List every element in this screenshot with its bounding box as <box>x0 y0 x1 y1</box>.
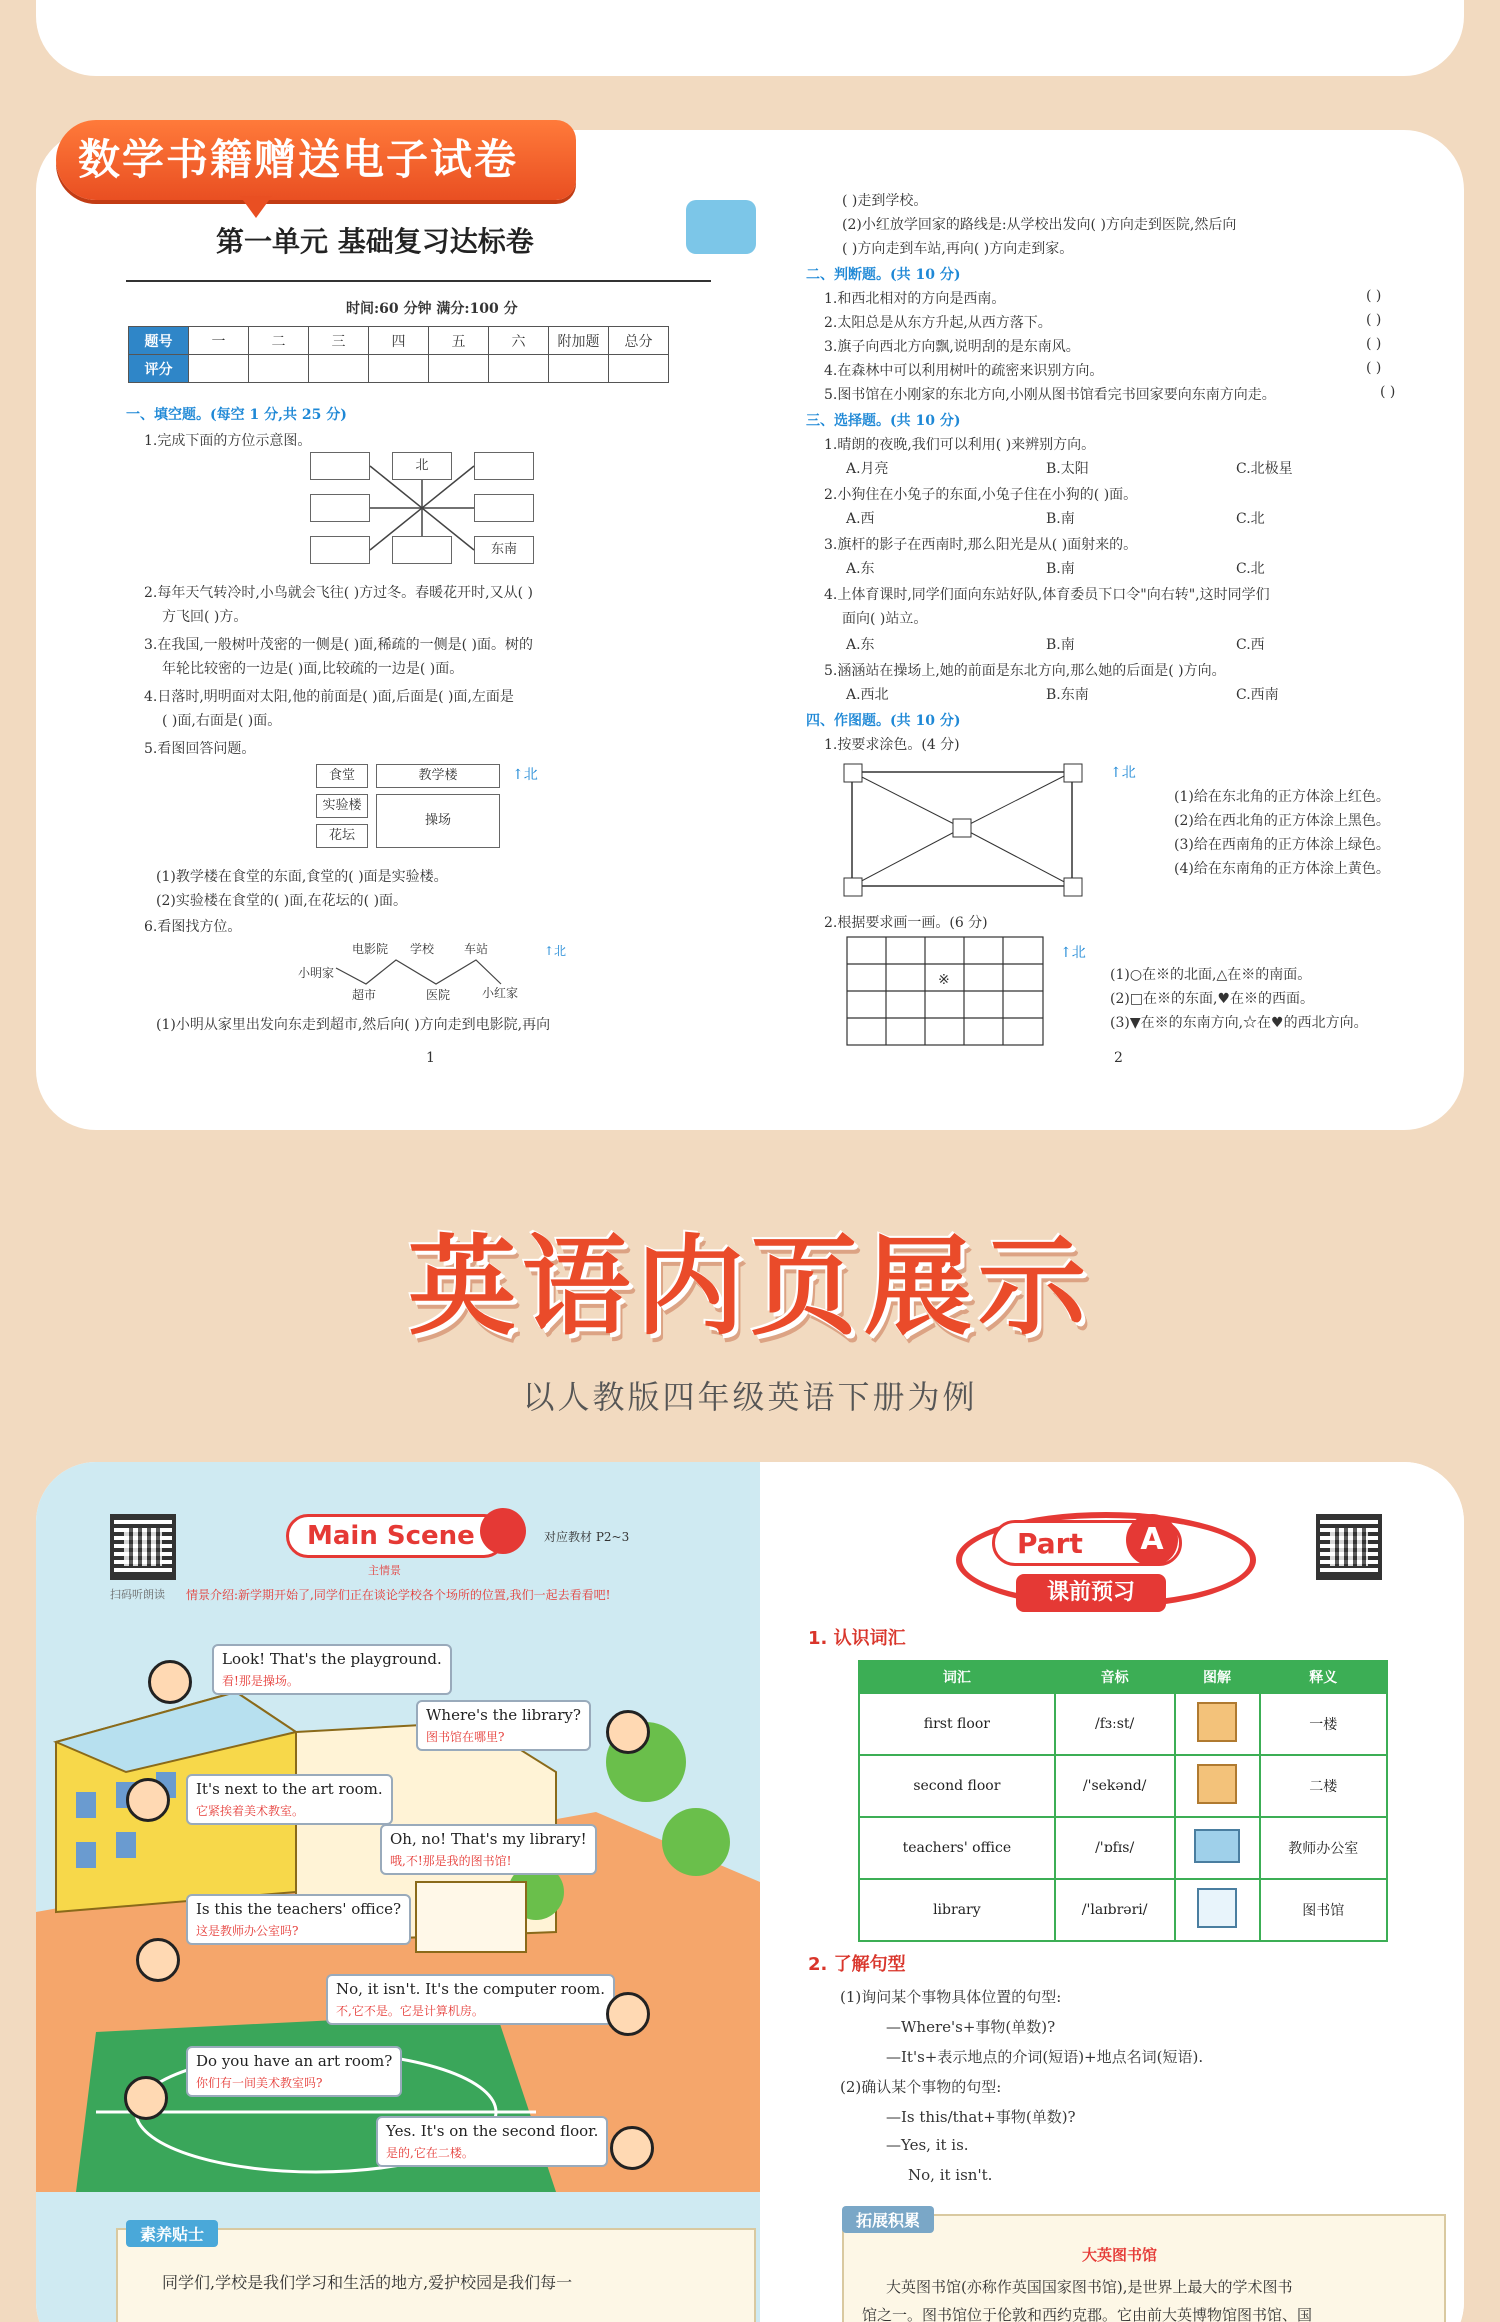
question: 3.在我国,一般树叶茂密的一侧是( )面,稀疏的一侧是( )面。树的 <box>144 637 534 653</box>
pattern-text: —It's+表示地点的介词(短语)+地点名词(短语). <box>886 2048 1204 2066</box>
table-cell: 附加题 <box>549 327 609 355</box>
option: C.西 <box>1236 637 1265 653</box>
option: C.北 <box>1236 511 1265 527</box>
map-box: 花坛 <box>316 824 368 848</box>
vocab-word: first floor <box>859 1693 1055 1755</box>
vocab-meaning: 教师办公室 <box>1260 1817 1387 1879</box>
tip-tag: 素养贴士 <box>126 2220 218 2247</box>
pattern-text: No, it isn't. <box>908 2166 993 2184</box>
north-arrow: ↑北 <box>1110 765 1136 781</box>
english-section-title: 英语内页展示 <box>407 1225 1092 1350</box>
section-heading: 一、填空题。(每空 1 分,共 25 分) <box>126 407 347 423</box>
question: (1)教学楼在食堂的东面,食堂的( )面是实验楼。 <box>156 869 448 885</box>
building-icon <box>1175 1755 1260 1817</box>
math-page-right <box>806 190 1446 1080</box>
option: A.西北 <box>846 687 889 703</box>
table-row <box>859 1879 1387 1941</box>
extension-text: 馆之一。图书馆位于伦敦和西约克郡。它由前大英博物馆图书馆、国 <box>862 2306 1313 2322</box>
section-heading: 1. 认识词汇 <box>808 1628 906 1649</box>
math-page-left <box>126 220 746 1080</box>
instruction: (1)给在东北角的正方体涂上红色。 <box>1174 789 1390 805</box>
exam-meta: 时间:60 分钟 满分:100 分 <box>346 301 518 317</box>
table-cell: 总分 <box>609 327 669 355</box>
table-cell: 三 <box>309 327 369 355</box>
vocab-ipa: /fɜːst/ <box>1055 1693 1175 1755</box>
pattern-text: —Yes, it is. <box>886 2136 969 2154</box>
question: (1)小明从家里出发向东走到超市,然后向( )方向走到电影院,再向 <box>156 1017 551 1033</box>
student-avatar <box>148 1660 192 1704</box>
dialogue-bubble: Oh, no! That's my library! 哦,不!那是我的图书馆! <box>380 1824 597 1875</box>
tip-text: 同学们,学校是我们学习和生活的地方,爱护校园是我们每一 <box>162 2273 573 2292</box>
section-heading: 二、判断题。(共 10 分) <box>806 267 961 283</box>
map-place: 小红家 <box>482 986 519 1000</box>
instruction: (3)给在西南角的正方体涂上绿色。 <box>1174 837 1390 853</box>
answer-paren: ( ) <box>1366 360 1382 376</box>
score-table <box>128 326 669 383</box>
option: A.东 <box>846 561 875 577</box>
north-arrow: ↑北 <box>1060 945 1086 961</box>
question: ( )方向走到车站,再向( )方向走到家。 <box>842 241 1074 257</box>
extension-tag: 拓展积累 <box>842 2206 934 2233</box>
pattern-text: (1)询问某个事物具体位置的句型: <box>840 1988 1062 2006</box>
student-avatar <box>606 1710 650 1754</box>
map-box: 实验楼 <box>316 794 368 818</box>
north-arrow: ↑北 <box>544 944 567 958</box>
map-box: 教学楼 <box>376 764 500 788</box>
question: 2.小狗住在小兔子的东面,小兔子住在小狗的( )面。 <box>824 487 1138 503</box>
vocab-word: second floor <box>859 1755 1055 1817</box>
vocab-word: library <box>859 1879 1055 1941</box>
badge-dot <box>480 1508 526 1554</box>
answer-paren: ( ) <box>1366 312 1382 328</box>
question: (2)小红放学回家的路线是:从学校出发向( )方向走到医院,然后向 <box>842 217 1237 233</box>
vocab-meaning: 二楼 <box>1260 1755 1387 1817</box>
table-header: 音标 <box>1055 1661 1175 1693</box>
math-preview-card <box>36 130 1464 1130</box>
vocab-ipa: /'laɪbrəri/ <box>1055 1879 1175 1941</box>
question: 6.看图找方位。 <box>144 919 242 935</box>
main-scene-label: Main Scene <box>307 1521 475 1551</box>
part-label: Part <box>1017 1527 1083 1560</box>
option: C.西南 <box>1236 687 1279 703</box>
answer-paren: ( ) <box>1380 384 1396 400</box>
vocab-word: teachers' office <box>859 1817 1055 1879</box>
ribbon-tail <box>240 196 272 218</box>
english-section-subtitle: 以人教版四年级英语下册为例 <box>522 1378 978 1416</box>
question: 1.和西北相对的方向是西南。 <box>824 291 1006 307</box>
dialogue-bubble: No, it isn't. It's the computer room. 不,它不是。它是计算机房。 <box>326 1974 615 2025</box>
vocab-ipa: /'sekənd/ <box>1055 1755 1175 1817</box>
answer-paren: ( ) <box>1366 288 1382 304</box>
table-row <box>859 1755 1387 1817</box>
pattern-text: (2)确认某个事物的句型: <box>840 2078 1002 2096</box>
question: ( )走到学校。 <box>842 193 928 209</box>
question: 2.太阳总是从东方升起,从西方落下。 <box>824 315 1052 331</box>
section-heading: 四、作图题。(共 10 分) <box>806 713 961 729</box>
main-scene-small: 主情景 <box>368 1564 401 1577</box>
divider <box>126 280 711 282</box>
option: A.东 <box>846 637 875 653</box>
table-cell: 一 <box>189 327 249 355</box>
route-lines <box>326 954 506 990</box>
question: 1.完成下面的方位示意图。 <box>144 433 312 449</box>
vocabulary-table <box>858 1660 1388 1942</box>
map-place: 超市 <box>352 988 377 1002</box>
table-cell: 评分 <box>129 355 189 383</box>
table-row <box>859 1693 1387 1755</box>
question: 1.按要求涂色。(4 分) <box>824 737 960 753</box>
map-place: 车站 <box>464 942 489 956</box>
question: 年轮比较密的一边是( )面,比较疏的一边是( )面。 <box>162 661 464 677</box>
page-number: 2 <box>1114 1050 1123 1066</box>
main-scene-badge <box>286 1514 506 1558</box>
instruction: (2)给在西北角的正方体涂上黑色。 <box>1174 813 1390 829</box>
dialogue-bubble: Do you have an art room? 你们有一间美术教室吗? <box>186 2046 402 2097</box>
student-avatar <box>606 1992 650 2036</box>
instruction: (4)给在东南角的正方体涂上黄色。 <box>1174 861 1390 877</box>
question: 4.日落时,明明面对太阳,他的前面是( )面,后面是( )面,左面是 <box>144 689 514 705</box>
svg-text:※: ※ <box>938 972 950 988</box>
question: 4.在森林中可以利用树叶的疏密来识别方向。 <box>824 363 1104 379</box>
option: B.太阳 <box>1046 461 1089 477</box>
table-header: 词汇 <box>859 1661 1055 1693</box>
section-heading: 三、选择题。(共 10 分) <box>806 413 961 429</box>
calculator-icon <box>686 200 756 254</box>
exam-title: 第一单元 基础复习达标卷 <box>216 225 534 258</box>
compass-lines <box>310 452 534 564</box>
vocab-ipa: /'ɒfɪs/ <box>1055 1817 1175 1879</box>
question: 面向( )站立。 <box>842 611 928 627</box>
question: 1.晴朗的夜晚,我们可以利用( )来辨别方向。 <box>824 437 1096 453</box>
question: 2.每年天气转冷时,小鸟就会飞往( )方过冬。春暖花开时,又从( ) <box>144 585 534 601</box>
library-icon <box>1175 1879 1260 1941</box>
pattern-text: —Where's+事物(单数)? <box>886 2018 1056 2036</box>
north-arrow: ↑北 <box>512 767 538 783</box>
vocab-meaning: 图书馆 <box>1260 1879 1387 1941</box>
table-cell: 六 <box>489 327 549 355</box>
north-box: 北 <box>392 452 452 480</box>
answer-paren: ( ) <box>1366 336 1382 352</box>
table-cell: 题号 <box>129 327 189 355</box>
map-place: 医院 <box>426 988 451 1002</box>
pattern-text: —Is this/that+事物(单数)? <box>886 2108 1076 2126</box>
question: 3.旗杆的影子在西南时,那么阳光是从( )面射来的。 <box>824 537 1138 553</box>
table-row <box>859 1817 1387 1879</box>
student-avatar <box>124 2076 168 2120</box>
instruction: (2)□在※的东面,♥在※的西面。 <box>1110 991 1315 1007</box>
student-avatar <box>136 1938 180 1982</box>
qr-label: 扫码听朗读 <box>110 1588 165 1601</box>
dialogue-bubble: Where's the library? 图书馆在哪里? <box>416 1700 591 1751</box>
option: C.北 <box>1236 561 1265 577</box>
table-cell: 四 <box>369 327 429 355</box>
dialogue-bubble: It's next to the art room. 它紧挨着美术教室。 <box>186 1774 393 1825</box>
option: B.南 <box>1046 511 1075 527</box>
map-place: 电影院 <box>352 942 389 956</box>
option: B.南 <box>1046 637 1075 653</box>
instruction: (3)▼在※的东南方向,☆在♥的西北方向。 <box>1110 1015 1368 1031</box>
question: 5.涵涵站在操场上,她的前面是东北方向,那么她的后面是( )方向。 <box>824 663 1226 679</box>
building-icon <box>1175 1693 1260 1755</box>
extension-title: 大英图书馆 <box>1082 2246 1158 2264</box>
qr-code-icon[interactable] <box>110 1514 176 1580</box>
map-box: 操场 <box>376 794 500 848</box>
vocab-meaning: 一楼 <box>1260 1693 1387 1755</box>
map-place: 小明家 <box>298 966 335 980</box>
question: 3.旗子向西北方向飘,说明刮的是东南风。 <box>824 339 1080 355</box>
option: A.月亮 <box>846 461 889 477</box>
table-cell: 二 <box>249 327 309 355</box>
math-ribbon-banner: 数学书籍赠送电子试卷 <box>56 120 576 200</box>
student-avatar <box>126 1778 170 1822</box>
cube-diagram <box>842 758 1102 908</box>
question: 2.根据要求画一画。(6 分) <box>824 915 988 931</box>
page-number: 1 <box>426 1050 435 1066</box>
dialogue-bubble: Yes. It's on the second floor. 是的,它在二楼。 <box>376 2116 608 2167</box>
question: (2)实验楼在食堂的( )面,在花坛的( )面。 <box>156 893 408 909</box>
question: ( )面,右面是( )面。 <box>162 713 282 729</box>
english-page-left <box>36 1462 760 2322</box>
instruction: (1)○在※的北面,△在※的南面。 <box>1110 967 1312 983</box>
qr-code-icon[interactable] <box>1316 1514 1382 1580</box>
dialogue-bubble: Is this the teachers' office? 这是教师办公室吗? <box>186 1894 411 1945</box>
office-icon <box>1175 1817 1260 1879</box>
preview-badge: 课前预习 <box>1016 1574 1166 1612</box>
map-box: 食堂 <box>316 764 368 788</box>
option: B.东南 <box>1046 687 1089 703</box>
top-card-remnant <box>36 0 1464 76</box>
student-avatar <box>610 2126 654 2170</box>
extension-text: 大英图书馆(亦称作英国国家图书馆),是世界上最大的学术图书 <box>886 2278 1293 2296</box>
option: B.南 <box>1046 561 1075 577</box>
question: 方飞回( )方。 <box>162 609 248 625</box>
southeast-box: 东南 <box>474 536 534 564</box>
dialogue-bubble: Look! That's the playground. 看!那是操场。 <box>212 1644 452 1695</box>
table-header: 图解 <box>1175 1661 1260 1693</box>
textbook-ref: 对应教材 P2~3 <box>544 1530 630 1544</box>
question: 5.图书馆在小刚家的东北方向,小刚从图书馆看完书回家要向东南方向走。 <box>824 387 1276 403</box>
question: 5.看图回答问题。 <box>144 741 256 757</box>
option: C.北极星 <box>1236 461 1293 477</box>
part-letter: A <box>1126 1514 1178 1566</box>
scene-intro: 情景介绍:新学期开始了,同学们正在谈论学校各个场所的位置,我们一起去看看吧! <box>186 1588 611 1602</box>
question: 4.上体育课时,同学们面向东站好队,体育委员下口令"向右转",这时同学们 <box>824 587 1270 603</box>
map-place: 学校 <box>410 942 435 956</box>
section-heading: 2. 了解句型 <box>808 1954 906 1975</box>
option: A.西 <box>846 511 875 527</box>
grid-diagram <box>846 936 1046 1048</box>
table-header: 释义 <box>1260 1661 1387 1693</box>
table-cell: 五 <box>429 327 489 355</box>
